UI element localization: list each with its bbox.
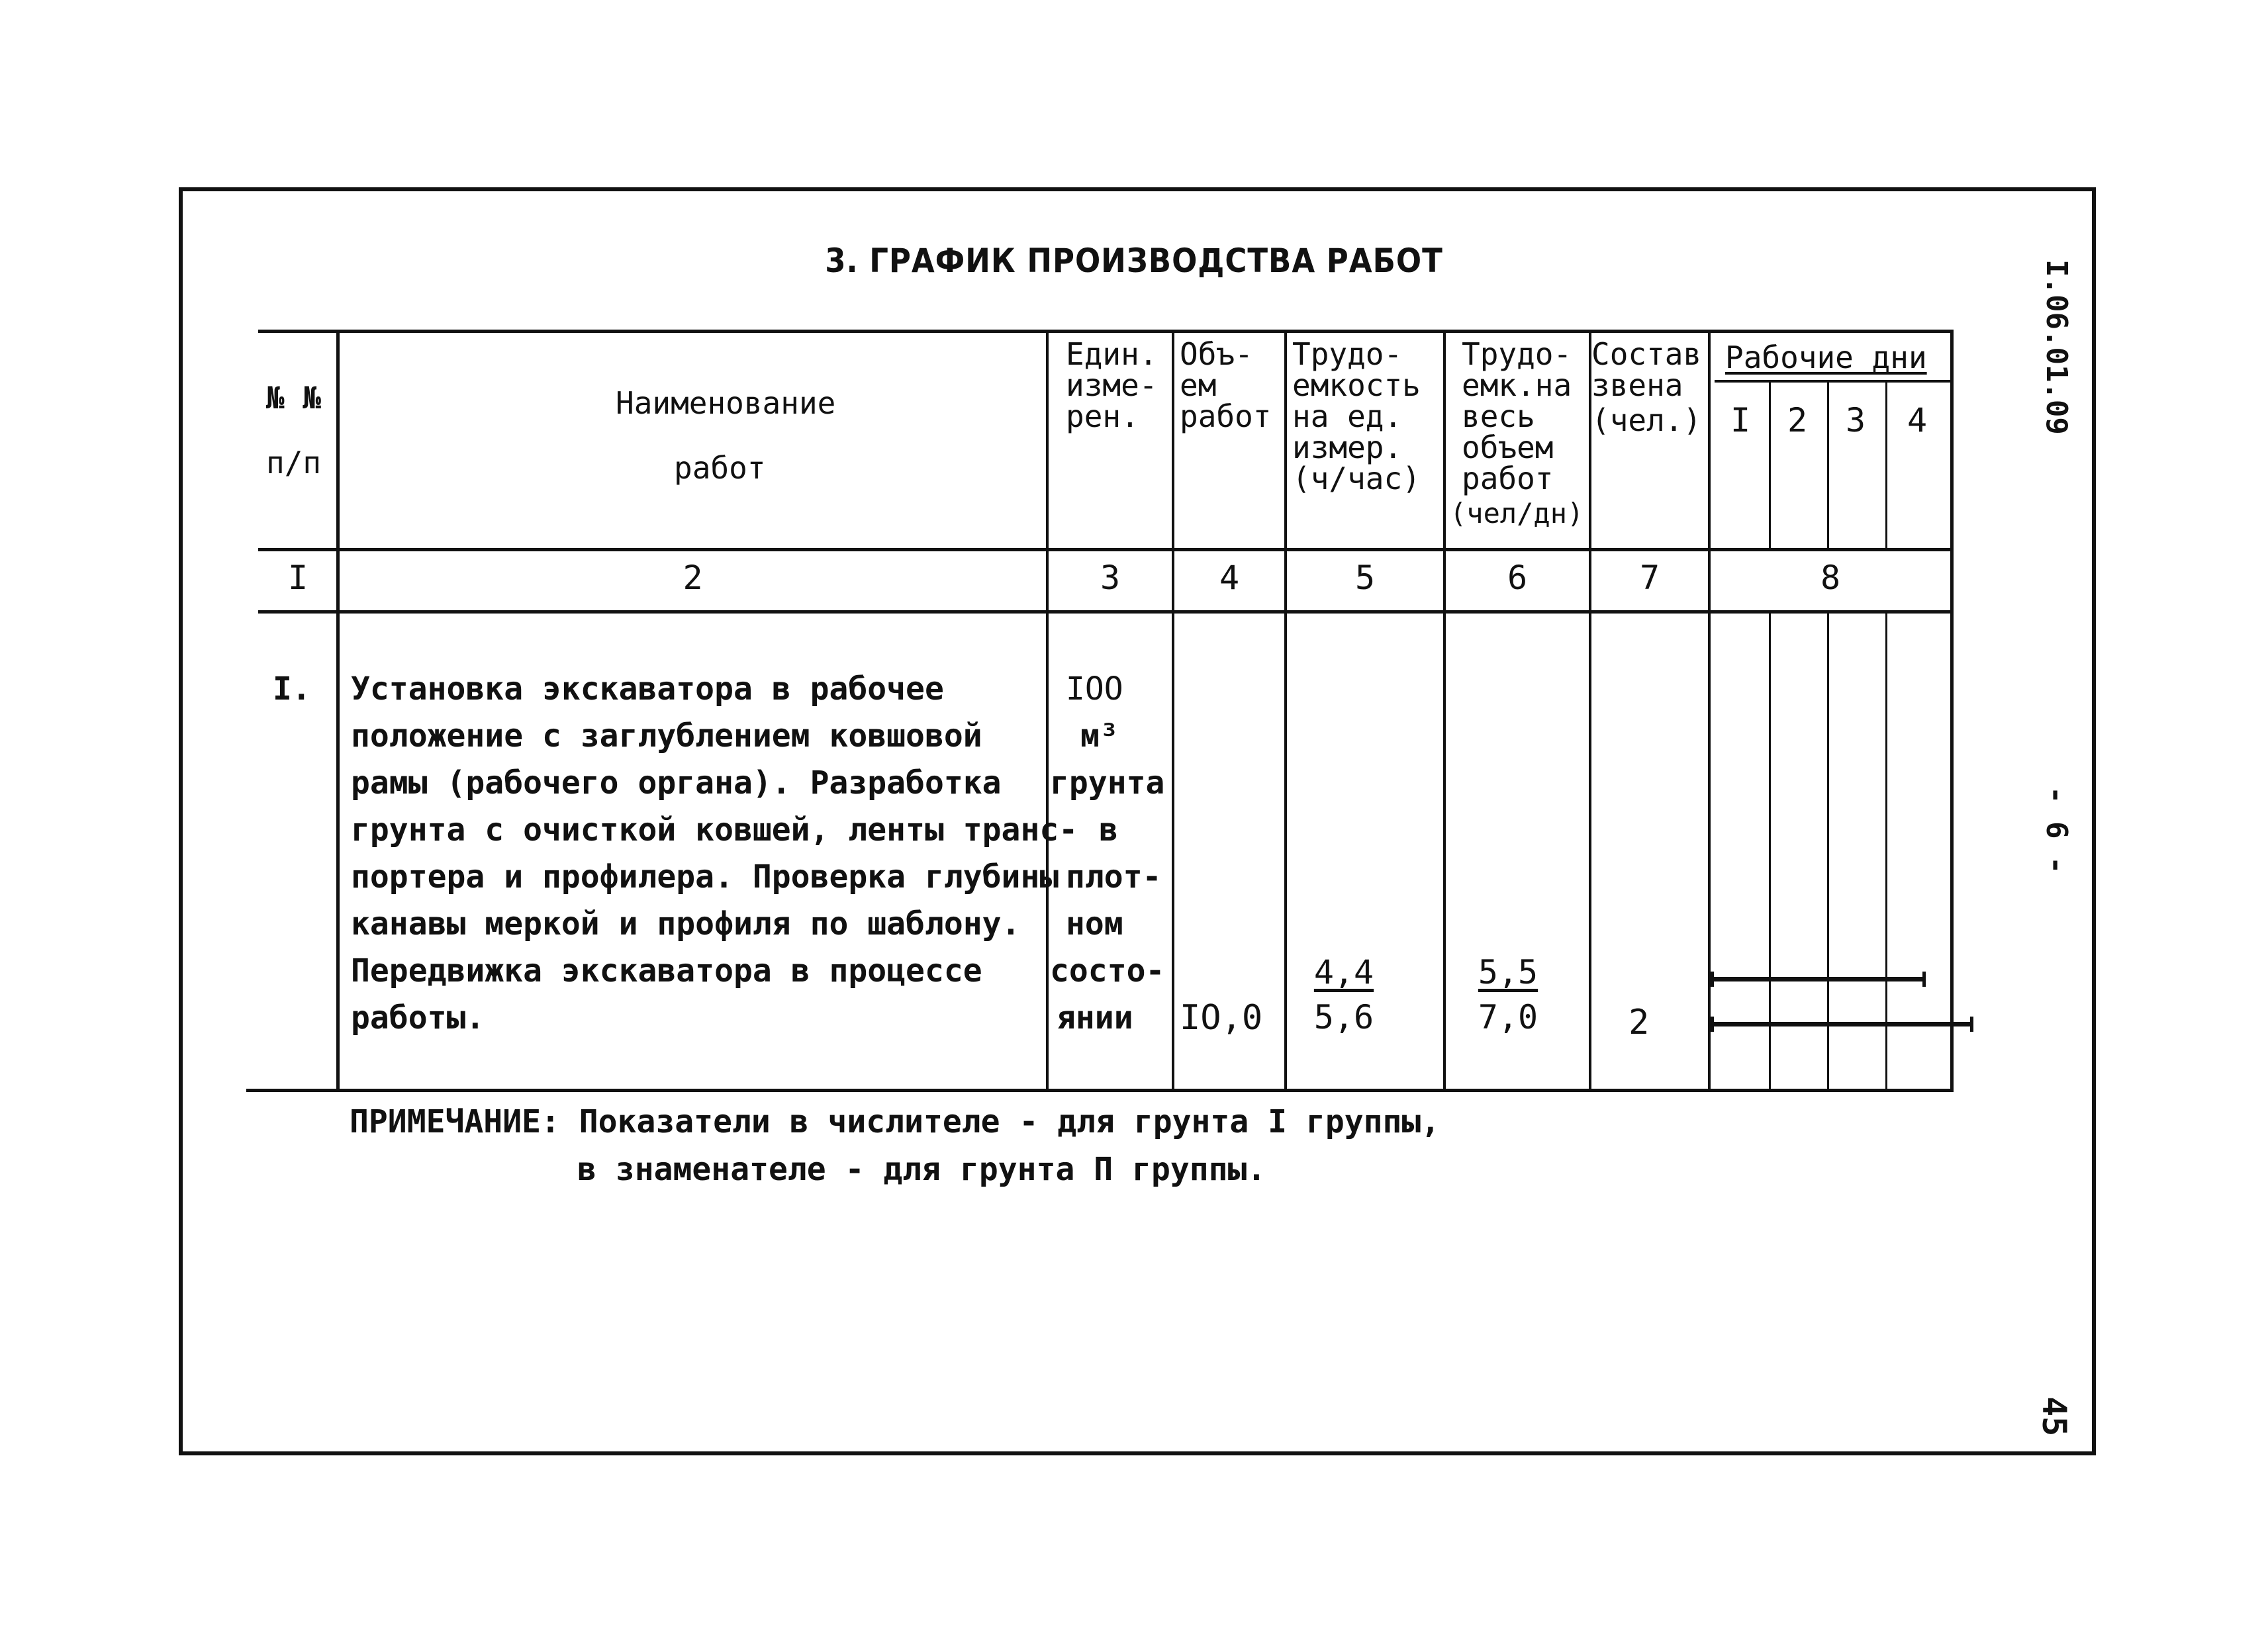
document-code: I.06.01.09 bbox=[2040, 259, 2073, 435]
row-number: I. bbox=[273, 670, 311, 707]
header-name-line-1: Наименование bbox=[616, 385, 836, 421]
day-label-1: I bbox=[1730, 401, 1751, 439]
day-divider-3-head bbox=[1885, 383, 1887, 551]
colnum-8: 8 bbox=[1820, 559, 1841, 597]
header-labor-total-line-1: Трудо- bbox=[1462, 336, 1572, 372]
row-unit-line-4: в bbox=[1099, 811, 1118, 848]
row-unit-line-1: IOO bbox=[1066, 670, 1123, 707]
row-description-line-3: рамы (рабочего органа). Разработка bbox=[351, 764, 1002, 801]
header-crew-line-3: (чел.) bbox=[1591, 402, 1702, 438]
header-unit-line-1: Един. bbox=[1066, 336, 1158, 372]
colnum-3: 3 bbox=[1100, 559, 1121, 597]
col-divider-5 bbox=[1443, 330, 1446, 1092]
col-divider-6 bbox=[1589, 330, 1591, 1092]
days-subheader-border bbox=[1715, 380, 1952, 383]
row-unit-line-7: состо- bbox=[1050, 952, 1165, 989]
page-marker: - 6 - bbox=[2040, 786, 2073, 874]
col-divider-2 bbox=[1046, 330, 1049, 1092]
schedule-bar-group-1 bbox=[1711, 977, 1926, 981]
colnum-7: 7 bbox=[1639, 559, 1660, 597]
day-divider-2-body bbox=[1827, 613, 1829, 1092]
page-title: 3. ГРАФИК ПРОИЗВОДСТВА РАБОТ bbox=[825, 242, 1443, 280]
numbers-bottom-border bbox=[258, 610, 1952, 614]
colnum-6: 6 bbox=[1507, 559, 1528, 597]
header-labor-unit-line-3: на ед. bbox=[1292, 398, 1403, 434]
colnum-1: I bbox=[287, 559, 308, 597]
header-labor-unit-line-1: Трудо- bbox=[1292, 336, 1403, 372]
row-unit-line-3: грунта bbox=[1050, 764, 1165, 801]
header-labor-total-line-5: работ bbox=[1462, 461, 1554, 496]
row-description-line-2: положение с заглублением ковшовой bbox=[351, 717, 982, 754]
row-unit-line-5: плот- bbox=[1066, 858, 1162, 895]
day-label-3: 3 bbox=[1845, 401, 1866, 439]
day-label-4: 4 bbox=[1907, 401, 1928, 439]
row-description-line-7: Передвижка экскаватора в процессе bbox=[351, 952, 982, 989]
header-volume-line-3: работ bbox=[1180, 398, 1272, 434]
row-labor-per-unit-numerator: 4,4 bbox=[1313, 953, 1374, 991]
row-description-line-1: Установка экскаватора в рабочее bbox=[351, 670, 944, 707]
table-right-border bbox=[1950, 330, 1954, 1092]
header-working-days: Рабочие дни bbox=[1725, 340, 1927, 375]
schedule-bar-group-2 bbox=[1711, 1022, 1973, 1026]
row-labor-total bbox=[1455, 953, 1561, 1036]
row-labor-total-denominator: 7,0 bbox=[1478, 998, 1538, 1036]
row-crew: 2 bbox=[1629, 1003, 1650, 1042]
row-description-line-5: портера и профилера. Проверка глубины bbox=[351, 858, 1059, 895]
row-labor-per-unit-denominator: 5,6 bbox=[1313, 998, 1374, 1036]
table-bottom-border bbox=[246, 1089, 1952, 1092]
sheet-number: 45 bbox=[2035, 1396, 2073, 1437]
header-labor-total-line-4: объем bbox=[1462, 430, 1554, 465]
day-divider-1-body bbox=[1769, 613, 1771, 1092]
header-number-line-2: п/п bbox=[266, 445, 322, 480]
colnum-5: 5 bbox=[1354, 559, 1376, 597]
row-unit-line-2: м³ bbox=[1080, 717, 1119, 754]
col-divider-3 bbox=[1172, 330, 1174, 1092]
header-labor-unit-line-2: емкость bbox=[1292, 367, 1421, 403]
day-divider-2-head bbox=[1827, 383, 1829, 551]
header-bottom-border bbox=[258, 548, 1952, 551]
header-unit-line-3: рен. bbox=[1066, 398, 1139, 434]
note-line-1: ПРИМЕЧАНИЕ: Показатели в числителе - для грунта I группы, bbox=[350, 1103, 1441, 1140]
table-top-border bbox=[258, 330, 1952, 333]
header-crew-line-1: Состав bbox=[1591, 336, 1702, 372]
col-divider-1 bbox=[336, 330, 340, 1092]
day-divider-3-body bbox=[1885, 613, 1887, 1092]
day-label-2: 2 bbox=[1787, 401, 1808, 439]
row-description-line-8: работы. bbox=[351, 999, 485, 1036]
row-labor-total-numerator: 5,5 bbox=[1478, 953, 1538, 991]
note-line-2: в знаменателе - для грунта П группы. bbox=[577, 1151, 1266, 1188]
row-description-line-4: грунта с очисткой ковшей, ленты транс- bbox=[351, 811, 1078, 848]
header-labor-total-line-2: емк.на bbox=[1462, 367, 1572, 403]
colnum-2: 2 bbox=[683, 559, 703, 597]
header-labor-unit-line-5: (ч/час) bbox=[1292, 461, 1421, 496]
header-crew-line-2: звена bbox=[1591, 367, 1683, 403]
colnum-4: 4 bbox=[1219, 559, 1240, 597]
row-labor-per-unit bbox=[1291, 953, 1397, 1036]
header-volume-line-2: ем bbox=[1180, 367, 1217, 403]
header-labor-total-line-3: весь bbox=[1462, 398, 1535, 434]
header-volume-line-1: Объ- bbox=[1180, 336, 1253, 372]
header-labor-total-line-6: (чел/дн) bbox=[1450, 497, 1584, 529]
row-unit-line-8: янии bbox=[1057, 999, 1133, 1036]
col-divider-4 bbox=[1284, 330, 1287, 1092]
header-number-line-1: № № bbox=[266, 380, 322, 416]
row-volume: IO,0 bbox=[1180, 998, 1263, 1038]
row-description-line-6: канавы меркой и профиля по шаблону. bbox=[351, 905, 1021, 942]
row-unit-line-6: ном bbox=[1066, 905, 1123, 942]
header-name-line-2: работ bbox=[674, 450, 766, 486]
day-divider-1-head bbox=[1769, 383, 1771, 551]
header-labor-unit-line-4: измер. bbox=[1292, 430, 1403, 465]
header-unit-line-2: изме- bbox=[1066, 367, 1158, 403]
